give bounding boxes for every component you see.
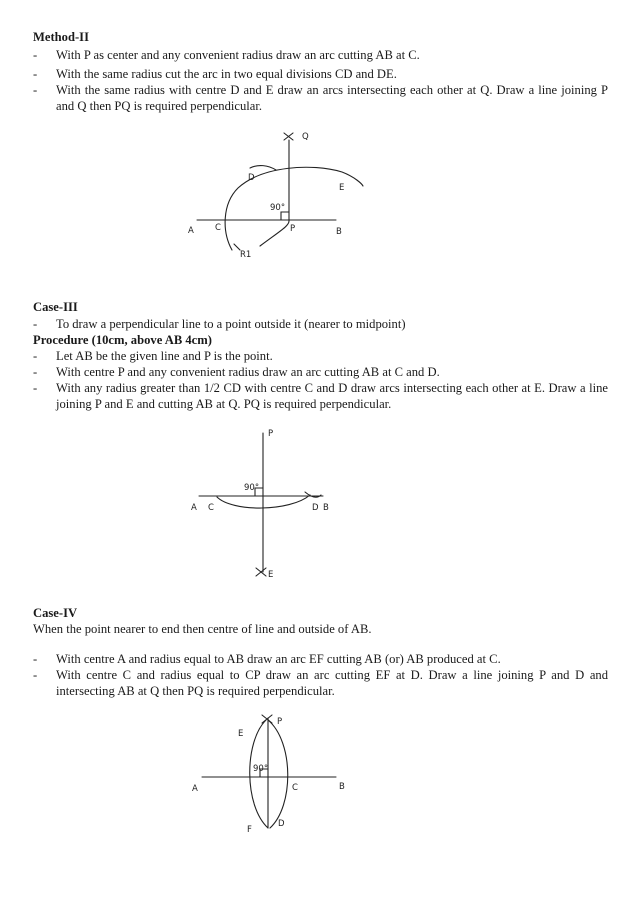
label-f: F: [247, 825, 252, 835]
case4-figure: [192, 715, 345, 835]
method2-bullet-2: With the same radius cut the arc in two equal divisions CD and DE.: [56, 67, 397, 81]
method2-bullet-1: With P as center and any convenient radius draw an arc cutting AB at C.: [56, 48, 420, 62]
bullet-dash: -: [33, 317, 38, 331]
bullet-dash: -: [33, 83, 38, 97]
label-b: B: [323, 503, 329, 513]
case3-procedure-heading: Procedure (10cm, above AB 4cm): [33, 333, 212, 347]
label-d: D: [278, 819, 285, 829]
label-r1: R1: [240, 250, 252, 260]
method2-figure: [188, 132, 363, 260]
arc-ef: [250, 720, 268, 828]
case3-bullet-1: Let AB be the given line and P is the point.: [56, 349, 273, 363]
label-c: C: [292, 783, 298, 793]
label-90: 90°: [244, 483, 260, 493]
label-q: Q: [302, 132, 309, 142]
case3-bullet-2: With centre P and any convenient radius draw an arc cutting AB at C and D.: [56, 365, 440, 379]
label-90: 90°: [270, 203, 286, 213]
bullet-dash: -: [33, 67, 38, 81]
bullet-dash: -: [33, 349, 38, 363]
label-e: E: [268, 570, 274, 580]
label-c: C: [208, 503, 214, 513]
bullet-dash: -: [33, 668, 38, 682]
case3-bullet-3: With any radius greater than 1/2 CD with centre C and D draw arcs intersecting each other at E. Draw a line joining P and E and cutting AB at Q. PQ is required perpendicular.: [56, 381, 608, 411]
label-e: E: [339, 183, 345, 193]
bullet-dash: -: [33, 381, 38, 395]
bullet-dash: -: [33, 48, 38, 62]
construction-arc: [250, 166, 276, 170]
label-p: P: [277, 717, 283, 727]
label-a: A: [192, 784, 198, 794]
bullet-dash: -: [33, 365, 38, 379]
case3-figure: [191, 429, 329, 580]
construction-arc: [225, 167, 363, 250]
method2-heading: Method-II: [33, 30, 89, 44]
case3-intro: To draw a perpendicular line to a point outside it (nearer to midpoint): [56, 317, 406, 331]
label-d: D: [312, 503, 319, 513]
construction-arc: [260, 221, 289, 246]
arc-cd: [268, 720, 288, 828]
case4-heading: Case-IV: [33, 606, 78, 620]
method2-bullet-3: With the same radius with centre D and E draw an arcs intersecting each other at Q. Draw a line joining P and Q then PQ is required perpendicular.: [56, 83, 608, 113]
label-b: B: [339, 782, 345, 792]
label-e: E: [238, 729, 244, 739]
label-p: P: [268, 429, 274, 439]
label-a: A: [191, 503, 197, 513]
label-p: P: [290, 224, 296, 234]
label-a: A: [188, 226, 194, 236]
case4-bullet-2: With centre C and radius equal to CP draw an arc cutting EF at D. Draw a line joining P and D and intersecting AB at Q then PQ is required perpendicular.: [56, 668, 608, 698]
label-90: 90°: [253, 764, 269, 774]
case4-intro: When the point nearer to end then centre of line and outside of AB.: [33, 622, 372, 636]
angle-mark: [281, 212, 289, 220]
label-d: D: [248, 173, 255, 183]
bullet-dash: -: [33, 652, 38, 666]
case3-heading: Case-III: [33, 300, 78, 314]
case4-bullet-1: With centre A and radius equal to AB draw an arc EF cutting AB (or) AB produced at C.: [56, 652, 501, 666]
label-b: B: [336, 227, 342, 237]
label-c: C: [215, 223, 221, 233]
